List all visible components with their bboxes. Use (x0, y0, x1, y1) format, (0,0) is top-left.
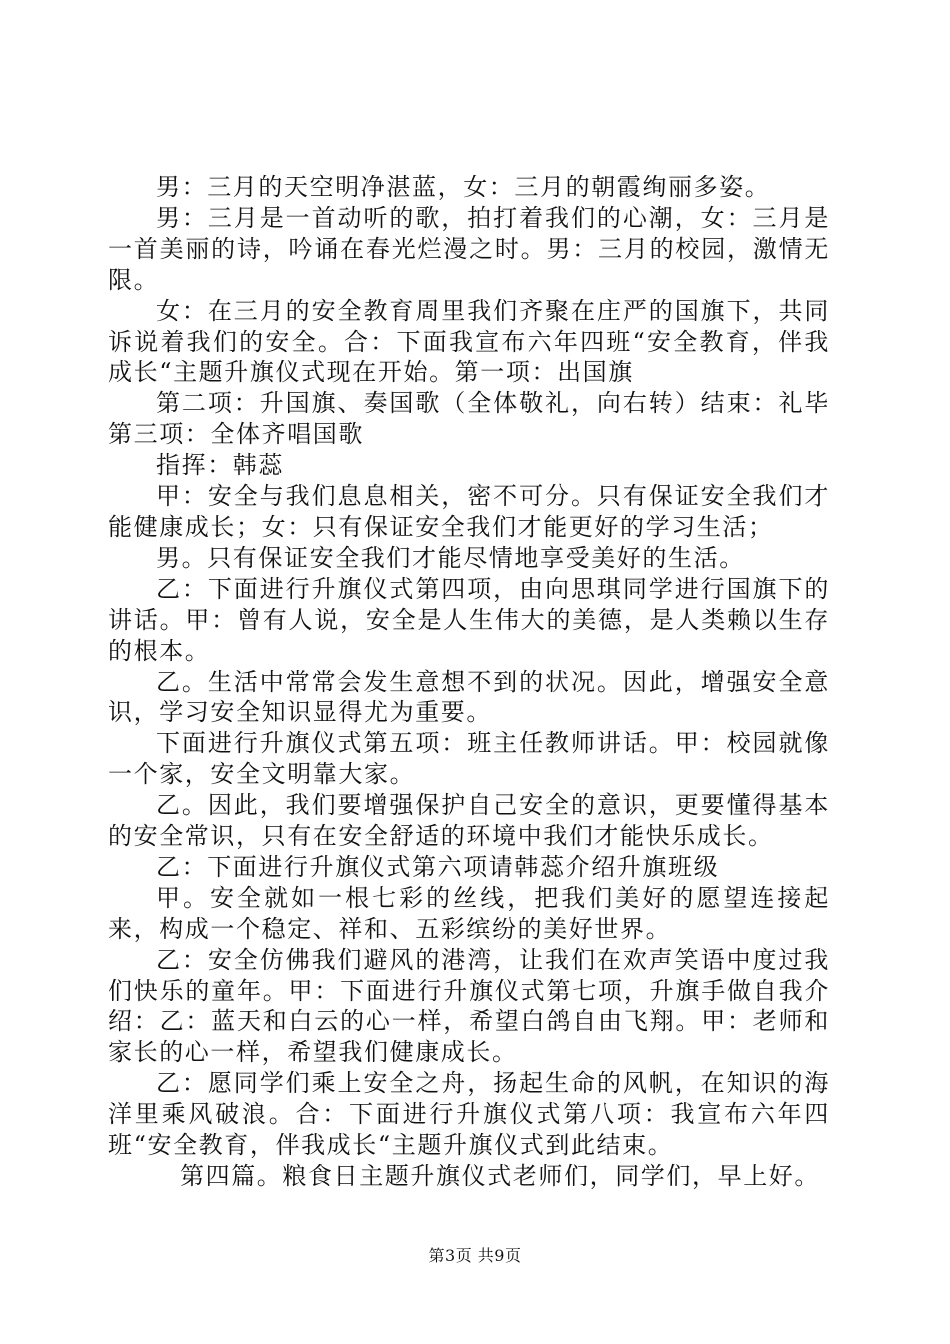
paragraph: 乙：下面进行升旗仪式第四项，由向思琪同学进行国旗下的讲话。甲：曾有人说，安全是人生伟大的美德，是人类赖以生存的根本。 (108, 574, 830, 665)
paragraph: 男：三月的天空明净湛蓝，女：三月的朝霞绚丽多姿。 (156, 173, 771, 201)
paragraph: 甲。安全就如一根七彩的丝线，把我们美好的愿望连接起来，构成一个稳定、祥和、五彩缤纷的美好世界。 (108, 883, 830, 943)
paragraph: 下面进行升旗仪式第五项：班主任教师讲话。甲：校园就像一个家，安全文明靠大家。 (108, 729, 830, 789)
paragraph: 甲：安全与我们息息相关，密不可分。只有保证安全我们才能健康成长；女：只有保证安全我们才能更好的学习生活； (108, 482, 830, 541)
paragraph: 乙。生活中常常会发生意想不到的状况。因此，增强安全意识，学习安全知识显得尤为重要。 (108, 667, 830, 727)
paragraph: 指挥：韩蕊 (156, 451, 284, 480)
paragraph: 男：三月是一首动听的歌，拍打着我们的心潮，女：三月是一首美丽的诗，吟诵在春光烂漫之时。男：三月的校园，激情无限。 (108, 203, 830, 294)
paragraph: 女：在三月的安全教育周里我们齐聚在庄严的国旗下，共同诉说着我们的安全。合：下面我宣布六年四班“安全教育，伴我成长“主题升旗仪式现在开始。第一项：出国旗 (108, 296, 830, 387)
paragraph: 乙。因此，我们要增强保护自己安全的意识，更要懂得基本的安全常识，只有在安全舒适的环境中我们才能快乐成长。 (108, 791, 830, 851)
paragraph: 第二项：升国旗、奏国歌（全体敬礼，向右转）结束：礼毕第三项：全体齐唱国歌 (108, 389, 830, 449)
document-body (108, 172, 830, 1192)
paragraph: 乙：安全仿佛我们避风的港湾，让我们在欢声笑语中度过我们快乐的童年。甲：下面进行升旗仪式第七项，升旗手做自我介绍：乙：蓝天和白云的心一样，希望白鸽自由飞翔。甲：老师和家长的心一样，希望我们健康成长。 (108, 945, 830, 1067)
paragraph: 男。只有保证安全我们才能尽情地享受美好的生活。 (156, 543, 745, 572)
page-number-footer: 第3页 共9页 (428, 1246, 522, 1265)
paragraph: 第四篇。粮食日主题升旗仪式老师们，同学们，早上好。 (180, 1162, 820, 1190)
paragraph: 乙：下面进行升旗仪式第六项请韩蕊介绍升旗班级 (156, 852, 720, 881)
paragraph: 乙：愿同学们乘上安全之舟，扬起生命的风帆，在知识的海洋里乘风破浪。合：下面进行升旗仪式第八项：我宣布六年四班“安全教育，伴我成长“主题升旗仪式到此结束。 (108, 1069, 830, 1160)
